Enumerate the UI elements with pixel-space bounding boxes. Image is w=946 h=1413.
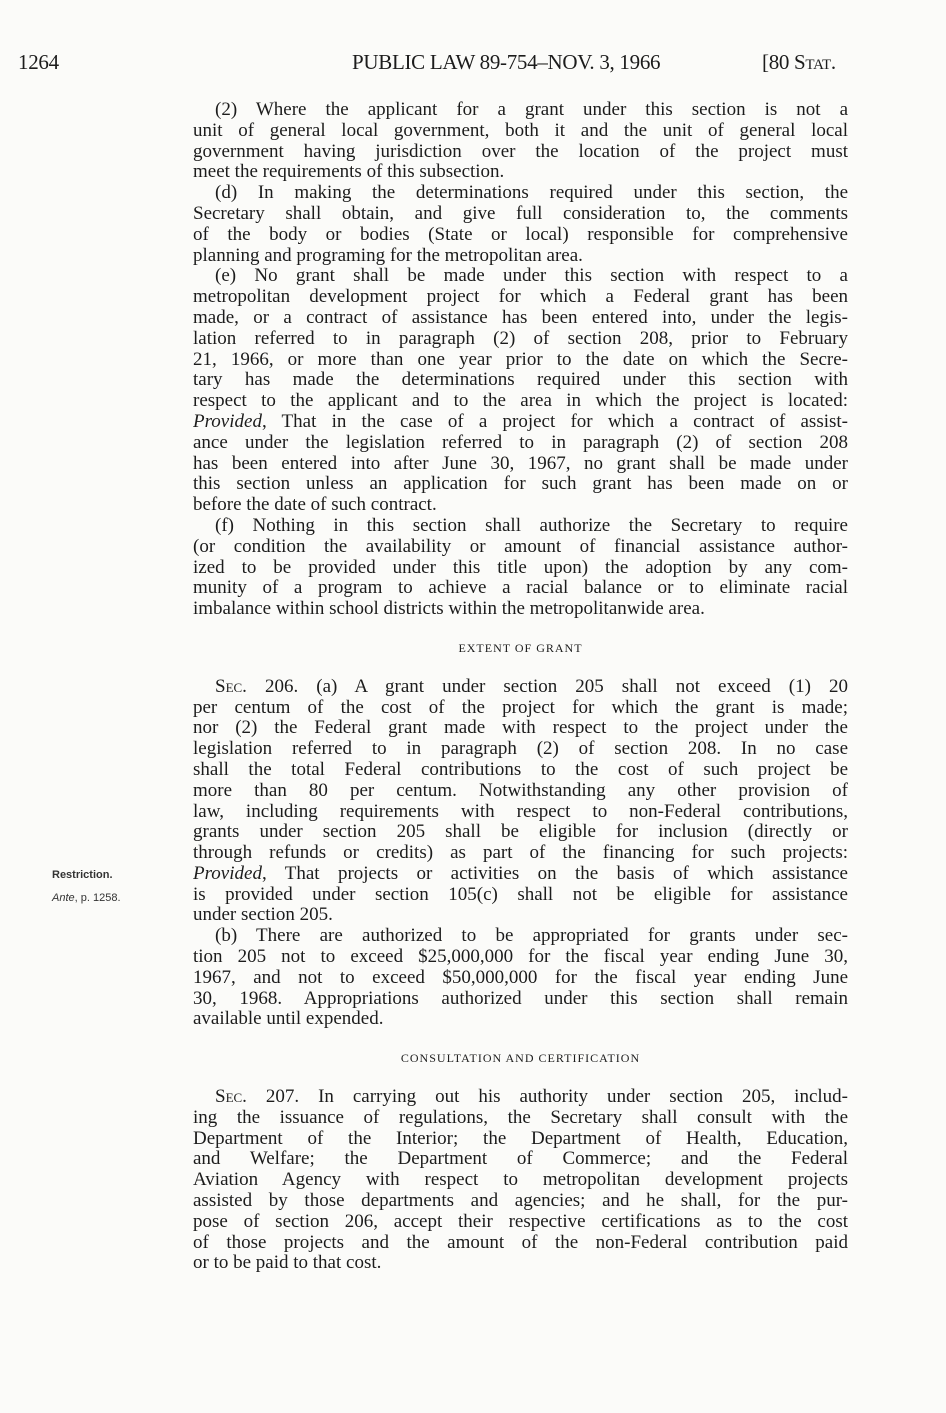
- text-line: government having jurisdiction over the location of the project must: [193, 141, 848, 162]
- page-number: 1264: [18, 50, 59, 74]
- text-line: planning and programing for the metropolitan area.: [193, 244, 583, 266]
- paragraph: [193, 677, 848, 927]
- text-line: munity of a program to achieve a racial balance or to eliminate racial: [193, 578, 848, 599]
- text-line: this section unless an application for such grant has been made on or: [193, 474, 848, 495]
- paragraph: [193, 100, 848, 183]
- text-line: unit of general local government, both it and the unit of general local: [193, 120, 848, 141]
- stat-label: Stat.: [794, 50, 836, 74]
- text-line: and Welfare; the Department of Commerce; and the Federal: [193, 1149, 848, 1170]
- text-line: law, including requirements with respect to non-Federal contributions,: [193, 801, 848, 822]
- text-line: lation referred to in paragraph (2) of section 208, prior to February: [193, 328, 848, 349]
- text-line: 30, 1968. Appropriations authorized under this section shall remain: [193, 988, 848, 1009]
- text-line: ing the issuance of regulations, the Secretary shall consult with the: [193, 1107, 848, 1128]
- text-line: assisted by those departments and agencies; and he shall, for the pur-: [193, 1191, 848, 1212]
- document-body: [193, 100, 848, 1274]
- paragraph: [193, 266, 848, 516]
- text-line: grants under section 205 shall be eligible for inclusion (directly or: [193, 822, 848, 843]
- text-line: (b) There are authorized to be appropriated for grants under sec-: [215, 926, 848, 947]
- text-line: more than 80 per centum. Notwithstanding any other provision of: [193, 780, 848, 801]
- text-line: tary has made the determinations required under this section with: [193, 370, 848, 391]
- text-line: shall the total Federal contributions to the cost of such project be: [193, 759, 848, 780]
- text-line: through refunds or credits) as part of the financing for such projects:: [193, 843, 848, 864]
- text-line: tion 205 not to exceed $25,000,000 for the fiscal year ending June 30,: [193, 947, 848, 968]
- statute-reference: [762, 50, 836, 75]
- running-title: PUBLIC LAW 89-754–NOV. 3, 1966: [352, 50, 661, 74]
- text-line: (2) Where the applicant for a grant under this section is not a: [215, 100, 848, 120]
- margin-note-citation-rest: , p. 1258.: [74, 892, 121, 904]
- text-line: 1967, and not to exceed $50,000,000 for the fiscal year ending June: [193, 967, 848, 988]
- text-line: under section 205.: [193, 904, 333, 926]
- text-line: imbalance within school districts within the metropolitanwide area.: [193, 598, 705, 620]
- text-line: Provided, That projects or activities on the basis of which assistance: [193, 863, 848, 884]
- section-heading: CONSULTATION AND CERTIFICATION: [400, 1051, 641, 1066]
- paragraph: [193, 516, 848, 620]
- text-line: of the body or bodies (State or local) responsible for comprehensive: [193, 224, 848, 245]
- text-line: (e) No grant shall be made under this section with respect to a: [215, 266, 848, 287]
- text-line: Department of the Interior; the Department of Health, Education,: [193, 1128, 848, 1149]
- text-line: ized to be provided under this title upon) the adoption by any com-: [193, 557, 848, 578]
- section-label: Sec.: [215, 676, 247, 697]
- text-line: meet the requirements of this subsection.: [193, 161, 505, 183]
- margin-note-citation: [52, 892, 121, 904]
- paragraph: [193, 926, 848, 1030]
- text-line: respect to the applicant and to the area in which the project is located:: [193, 391, 848, 412]
- stat-bracket: [80: [762, 50, 795, 74]
- text-line: has been entered into after June 30, 1967, no grant shall be made under: [193, 453, 848, 474]
- text-line: Sec. 207. In carrying out his authority under section 205, includ-: [215, 1087, 848, 1108]
- paragraph: [193, 183, 848, 266]
- text-line: Provided, That in the case of a project for which a contract of assist-: [193, 411, 848, 432]
- italic-term: Provided: [193, 863, 262, 884]
- margin-note-restriction: Restriction.: [52, 869, 113, 881]
- text-line: Secretary shall obtain, and give full consideration to, the comments: [193, 203, 848, 224]
- text-line: metropolitan development project for which a Federal grant has been: [193, 287, 848, 308]
- text-line: made, or a contract of assistance has been entered into, under the legis-: [193, 307, 848, 328]
- text-line: (f) Nothing in this section shall authorize the Secretary to require: [215, 515, 848, 536]
- text-line: before the date of such contract.: [193, 494, 437, 516]
- text-line: per centum of the cost of the project for which the grant is made;: [193, 697, 848, 718]
- text-line: (or condition the availability or amount of financial assistance author-: [193, 536, 848, 557]
- text-line: Sec. 206. (a) A grant under section 205 shall not exceed (1) 20: [215, 676, 848, 697]
- italic-term: Provided: [193, 411, 262, 432]
- text-line: Aviation Agency with respect to metropolitan development projects: [193, 1170, 848, 1191]
- text-line: (d) In making the determinations required under this section, the: [215, 183, 848, 204]
- text-line: 21, 1966, or more than one year prior to the date on which the Secre-: [193, 349, 848, 370]
- section-label: Sec.: [215, 1087, 247, 1108]
- section-heading: EXTENT OF GRANT: [458, 640, 583, 655]
- text-line: pose of section 206, accept their respective certifications as to the cost: [193, 1211, 848, 1232]
- text-line: of those projects and the amount of the non-Federal contribution paid: [193, 1232, 848, 1253]
- text-line: is provided under section 105(c) shall not be eligible for assistance: [193, 884, 848, 905]
- paragraph: [193, 1087, 848, 1274]
- text-line: or to be paid to that cost.: [193, 1252, 382, 1274]
- margin-note-citation-italic: Ante: [52, 892, 75, 904]
- text-line: legislation referred to in paragraph (2) of section 208. In no case: [193, 739, 848, 760]
- text-line: ance under the legislation referred to in paragraph (2) of section 208: [193, 432, 848, 453]
- text-line: available until expended.: [193, 1008, 384, 1030]
- text-line: nor (2) the Federal grant made with respect to the project under the: [193, 718, 848, 739]
